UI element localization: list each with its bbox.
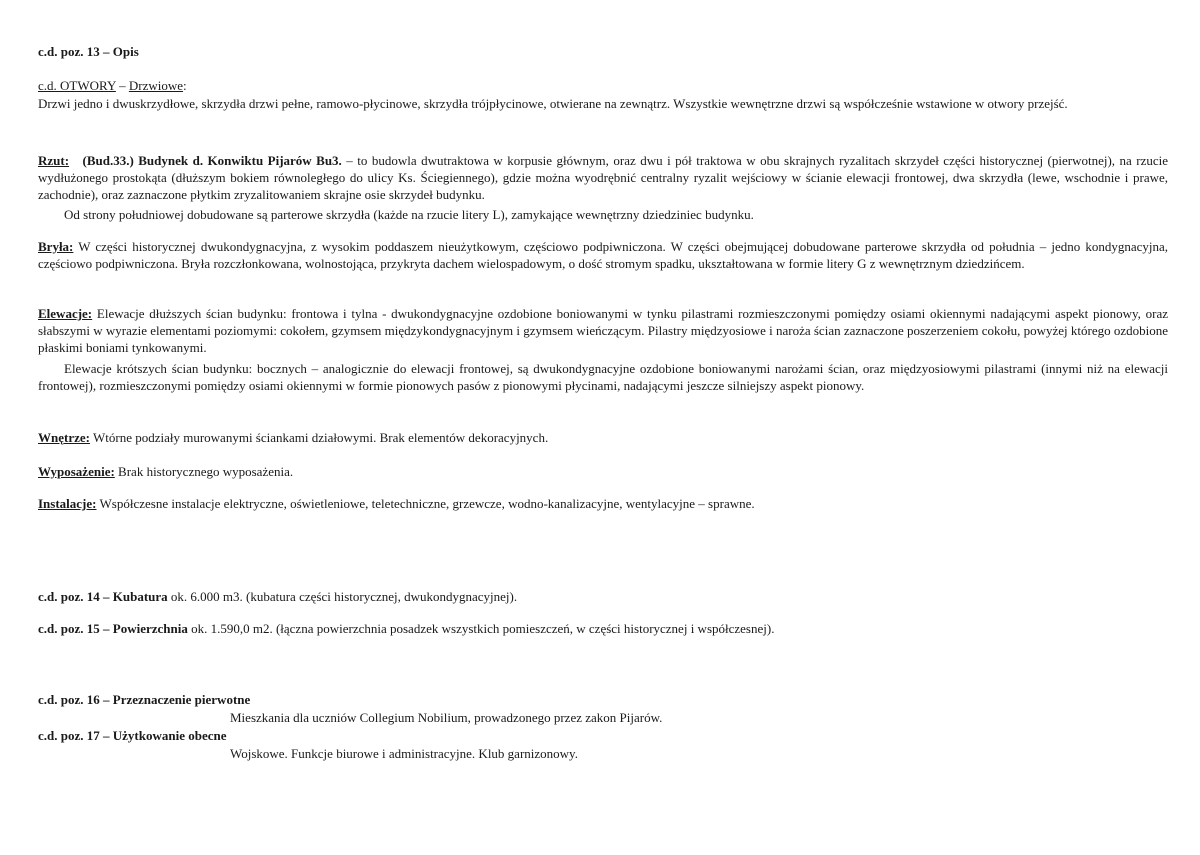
instalacje-paragraph xyxy=(38,495,1168,512)
rzut-title: (Bud.33.) Budynek d. Konwiktu Pijarów Bu3. xyxy=(82,153,342,168)
otwory-label: c.d. OTWORY xyxy=(38,78,116,93)
elewacje-text-2: Elewacje krótszych ścian budynku: bocznych – analogicznie do elewacji frontowej, są dwukondygnacyjne ozdobione boniowanymi narożami ścian, oraz międzyosiowymi pilastrami (innymi niż na elewacji frontowej), rozmieszczonymi pomiędzy osiami okiennymi w formie pionowych pasów z pionowymi płycinami, nadającymi jeszcze silniejszy aspekt pionowy. xyxy=(38,361,1168,393)
rzut-paragraph-2 xyxy=(38,206,1168,223)
wnetrze-paragraph xyxy=(38,429,1168,446)
poz15-label: c.d. poz. 15 – Powierzchnia xyxy=(38,621,188,636)
wyposazenie-label: Wyposażenie: xyxy=(38,464,115,479)
bryla-text: W części historycznej dwukondygnacyjna, z wysokim poddaszem nieużytkowym, częściowo podpiwniczona. W części obejmującej dobudowane parterowe skrzydła od południa – jedno kondygnacyjna, częściowo podpiwniczona. Bryła rozczłonkowana, wolnostojąca, przykryta dachem wielospadowym, o dość stromym spadku, ukształtowana w formie litery G z wewnętrznym dziedzińcem. xyxy=(38,239,1168,271)
rzut-paragraph xyxy=(38,152,1168,203)
otwory-dash: – xyxy=(115,78,129,93)
otwory-sublabel: Drzwiowe xyxy=(128,78,184,93)
poz14-paragraph xyxy=(38,588,1168,605)
rzut-text: – to budowla dwutraktowa w korpusie głównym, oraz dwu i pół traktowa w obu skrajnych ryzalitach skrzydeł części historycznej (pierwotnej), na rzucie wydłużonego prostokąta (dłuższym bokiem równoległego do ulicy Ks. Ściegiennego), gdzie można wyodrębnić centralny ryzalit wejściowy w ścianie elewacji frontowej, dwa skrzydła (lewe, wschodnie i prawe, zachodnie), oraz zaznaczone płytkim zryzalitowaniem skrajne osie skrzydeł budynku. xyxy=(38,153,1169,202)
elewacje-paragraph xyxy=(38,305,1168,356)
poz14-label: c.d. poz. 14 – Kubatura xyxy=(38,589,168,604)
bryla-label: Bryła: xyxy=(38,239,74,254)
bryla-paragraph xyxy=(38,238,1168,272)
poz14-text: ok. 6.000 m3. (kubatura części historycznej, dwukondygnacyjnej). xyxy=(167,589,518,604)
rzut-text-2: Od strony południowej dobudowane są parterowe skrzydła (każde na rzucie litery L), zamykające wewnętrzny dziedziniec budynku. xyxy=(64,207,754,222)
poz16-label: c.d. poz. 16 – Przeznaczenie pierwotne xyxy=(38,692,251,707)
elewacje-label: Elewacje: xyxy=(38,306,93,321)
wyposazenie-paragraph xyxy=(38,463,1168,480)
otwory-heading xyxy=(38,77,1168,94)
rzut-label: Rzut: xyxy=(38,153,70,168)
wyposazenie-text: Brak historycznego wyposażenia. xyxy=(114,464,294,479)
instalacje-label: Instalacje: xyxy=(38,496,97,511)
poz17-text: Wojskowe. Funkcje biurowe i administracyjne. Klub garnizonowy. xyxy=(230,746,578,761)
poz17-label: c.d. poz. 17 – Użytkowanie obecne xyxy=(38,728,227,743)
wnetrze-text: Wtórne podziały murowanymi ściankami działowymi. Brak elementów dekoracyjnych. xyxy=(89,430,549,445)
instalacje-text: Współczesne instalacje elektryczne, oświetleniowe, teletechniczne, grzewcze, wodno-kanalizacyjne, wentylacyjne – sprawne. xyxy=(96,496,755,511)
section-heading-13: c.d. poz. 13 – Opis xyxy=(38,44,139,59)
poz15-text: ok. 1.590,0 m2. (łączna powierzchnia posadzek wszystkich pomieszczeń, w części historycznej i współczesnej). xyxy=(187,621,775,636)
elewacje-text: Elewacje dłuższych ścian budynku: frontowa i tylna - dwukondygnacyjne ozdobione boniowanymi w tynku pilastrami rozmieszczonymi pomiędzy osiami okiennymi nadającymi aspekt pionowy, oraz słabszymi w wyrazie elementami poziomymi: cokołem, gzymsem międzykondygnacyjnym i gzymsem wieńczącym. Pilastry międzyosiowe i naroża ścian zaznaczone poszerzeniem cokołu, powyżej którego ozdobione płaskimi boniami tynkowanymi. xyxy=(38,306,1168,355)
otwory-colon: : xyxy=(183,78,187,93)
poz16-text: Mieszkania dla uczniów Collegium Nobilium, prowadzonego przez zakon Pijarów. xyxy=(230,710,663,725)
wnetrze-label: Wnętrze: xyxy=(38,430,90,445)
poz15-paragraph xyxy=(38,620,1168,637)
otwory-text: Drzwi jedno i dwuskrzydłowe, skrzydła drzwi pełne, ramowo-płycinowe, skrzydła trójpłycinowe, otwierane na zewnątrz. Wszystkie wewnętrzne drzwi są współcześnie wstawione w otwory przejść. xyxy=(38,96,1068,111)
elewacje-paragraph-2 xyxy=(38,360,1168,394)
